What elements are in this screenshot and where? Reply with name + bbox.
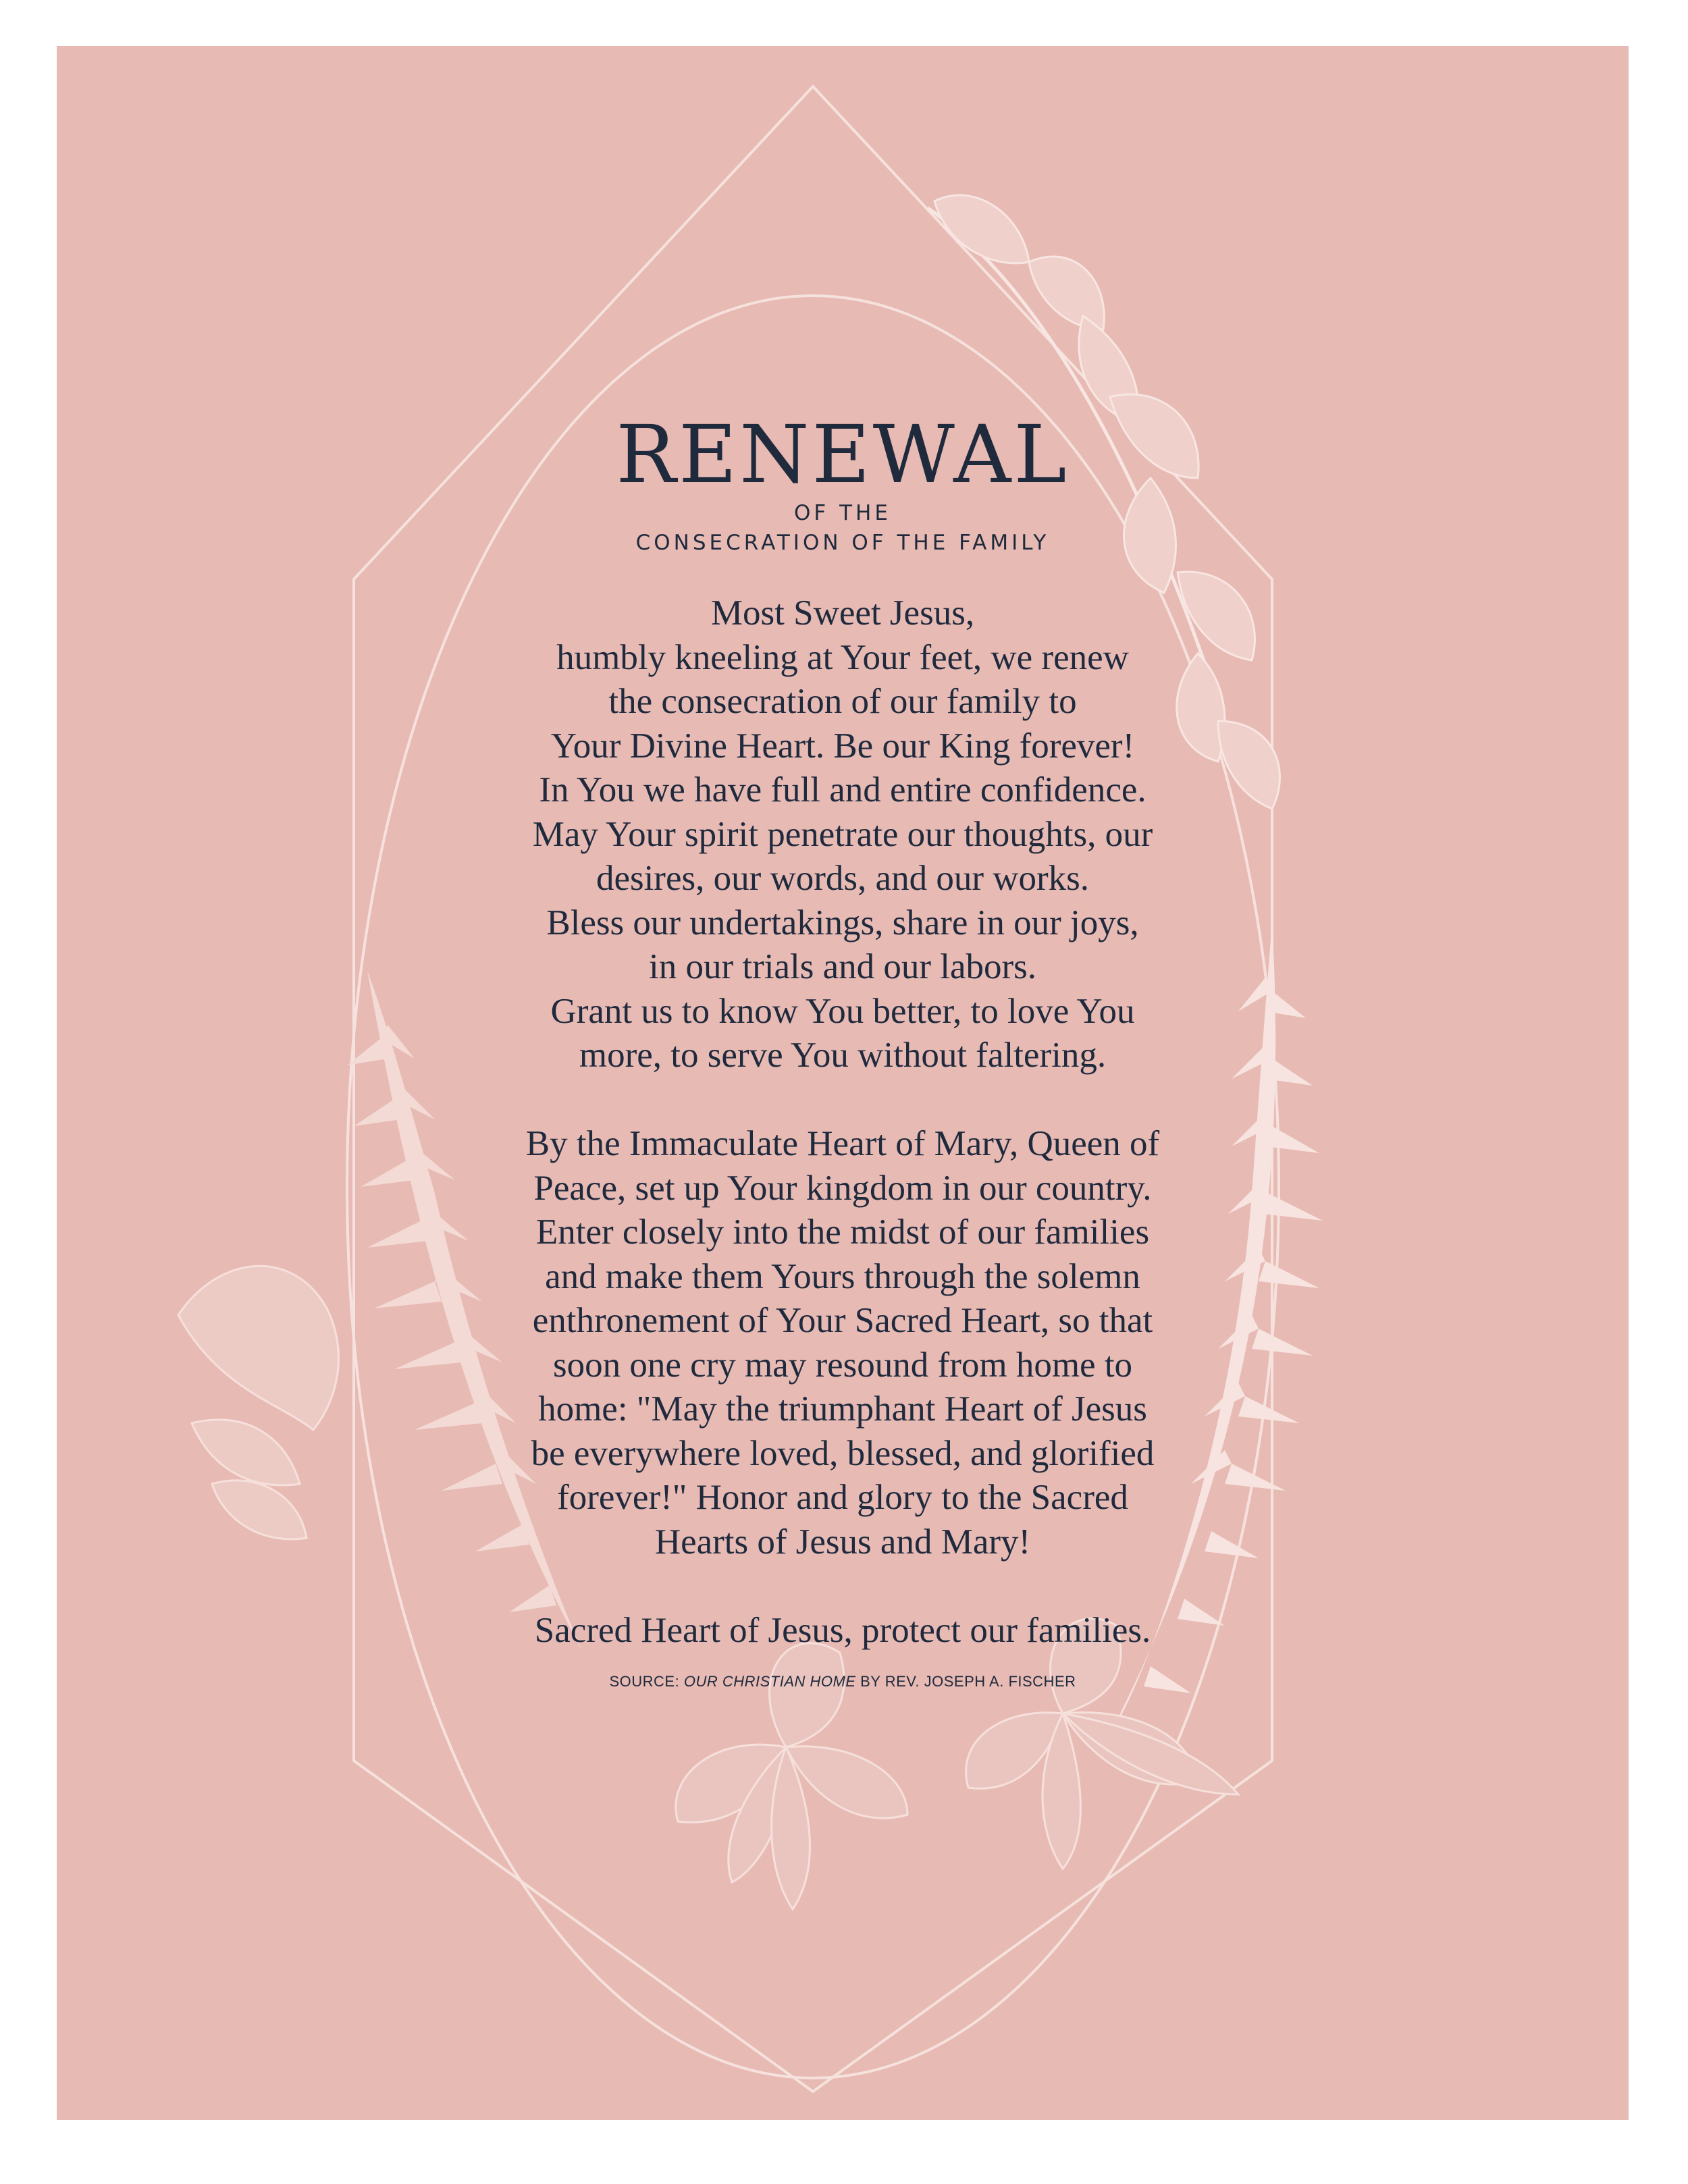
prayer-line: Your Divine Heart. Be our King forever! xyxy=(550,726,1135,766)
prayer-line: Peace, set up Your kingdom in our country. xyxy=(533,1168,1152,1208)
title-block xyxy=(57,410,1629,558)
source-prefix: SOURCE: xyxy=(609,1673,684,1690)
prayer-line: humbly kneeling at Your feet, we renew xyxy=(556,637,1129,677)
paragraph-gap xyxy=(57,1078,1629,1123)
prayer-line: May Your spirit penetrate our thoughts, our xyxy=(532,814,1153,854)
prayer-line: By the Immaculate Heart of Mary, Queen of xyxy=(525,1124,1160,1163)
prayer-line: Grant us to know You better, to love You xyxy=(550,991,1135,1031)
subtitle-of-the: OF THE xyxy=(794,501,891,525)
prayer-line: enthronement of Your Sacred Heart, so that xyxy=(532,1301,1153,1340)
prayer-line: In You we have full and entire confidence. xyxy=(539,770,1146,809)
prayer-line: Enter closely into the midst of our families xyxy=(535,1213,1150,1252)
paragraph-gap xyxy=(57,1564,1629,1609)
prayer-line: Most Sweet Jesus, xyxy=(710,593,975,633)
prayer-text xyxy=(57,591,1629,1653)
prayer-line: desires, our words, and our works. xyxy=(596,859,1090,898)
source-author: BY REV. JOSEPH A. FISCHER xyxy=(855,1673,1076,1690)
prayer-line: home: "May the triumphant Heart of Jesus xyxy=(538,1389,1147,1429)
prayer-line: be everywhere loved, blessed, and glorified xyxy=(531,1433,1155,1473)
prayer-line: more, to serve You without faltering. xyxy=(579,1036,1107,1075)
prayer-line: Hearts of Jesus and Mary! xyxy=(654,1522,1031,1562)
prayer-line: soon one cry may resound from home to xyxy=(552,1345,1133,1385)
page-title: RENEWAL xyxy=(616,408,1070,501)
prayer-line: in our trials and our labors. xyxy=(648,947,1037,986)
prayer-line: the consecration of our family to xyxy=(608,682,1077,721)
prayer-card xyxy=(57,46,1629,2120)
lily-flowers-icon xyxy=(676,1618,1238,1909)
source-citation xyxy=(57,1673,1629,1690)
prayer-line: forever!" Honor and glory to the Sacred xyxy=(557,1478,1128,1517)
prayer-line: Bless our undertakings, share in our joys, xyxy=(546,903,1139,942)
subtitle-consecration: CONSECRATION OF THE FAMILY xyxy=(635,531,1050,555)
closing-line: Sacred Heart of Jesus, protect our families. xyxy=(534,1610,1151,1650)
source-work-title: OUR CHRISTIAN HOME xyxy=(683,1673,856,1690)
prayer-line: and make them Yours through the solemn xyxy=(545,1256,1140,1296)
